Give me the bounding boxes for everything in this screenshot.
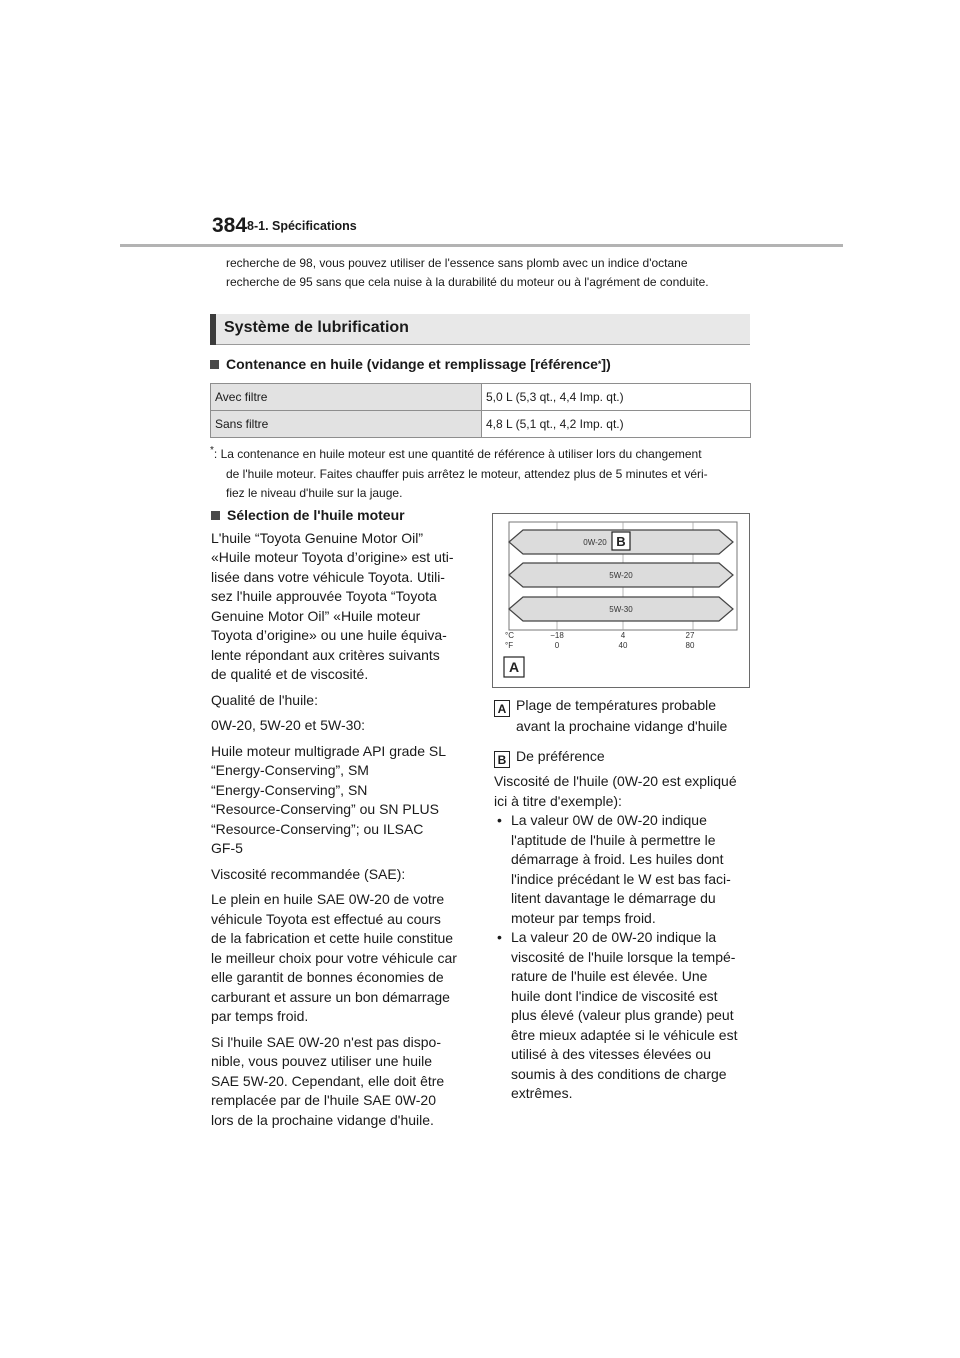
capacity-heading	[210, 356, 611, 372]
line: Viscosité recommandée (SAE):	[211, 865, 406, 882]
square-bullet-icon	[210, 360, 219, 369]
table-row	[211, 411, 751, 438]
intro-line: recherche de 95 sans que cela nuise à la durabilité du moteur ou à l'agrément de conduite.	[226, 275, 709, 289]
viscosity-temperature-figure	[492, 513, 750, 688]
line: “Resource-Conserving”; ou ILSAC	[211, 820, 424, 837]
list-item	[494, 811, 752, 928]
tick-label-c: −18	[550, 631, 564, 640]
tick-label-f: 0	[554, 641, 560, 650]
marker-b-label: B	[616, 534, 626, 549]
legend-a-line: Plage de températures probable	[516, 697, 717, 713]
line: Toyota d’origine» ou une huile équiva-	[211, 627, 447, 643]
square-bullet-icon	[211, 511, 220, 520]
tick-label-c: 27	[685, 631, 695, 640]
capacity-heading-text: Contenance en huile (vidange et remplissage [référence	[226, 356, 598, 372]
line: ici à titre d'exemple):	[494, 792, 622, 809]
section-title-bar	[210, 314, 750, 345]
line: Huile moteur multigrade API grade SL	[211, 742, 447, 759]
tick-label-f: 80	[685, 641, 695, 650]
page-number: 384	[212, 214, 248, 237]
legend-b	[494, 747, 752, 768]
line: l'indice précédant le W est bas faci-	[511, 870, 731, 887]
section-accent	[210, 314, 216, 345]
paragraph	[211, 1033, 469, 1131]
capacity-footnote	[210, 441, 750, 504]
footnote-line: : La contenance en huile moteur est une quantité de référence à utiliser lors du changement	[213, 447, 702, 461]
line: l'aptitude de l'huile à permettre le	[511, 831, 716, 848]
line: Genuine Motor Oil” «Huile moteur	[211, 607, 421, 624]
unit-fahrenheit: °F	[505, 641, 514, 650]
paragraph	[211, 865, 469, 885]
line: lente répondant aux critères suivants	[211, 646, 440, 663]
selection-heading-text: Sélection de l'huile moteur	[227, 507, 405, 523]
line: nible, vous pouvez utiliser une huile	[211, 1053, 433, 1069]
arrow-label: 5W-30	[609, 605, 633, 614]
line: La valeur 20 de 0W-20 indique la	[511, 929, 717, 945]
line: démarrage à froid. Les huiles dont	[511, 851, 724, 867]
paragraph	[211, 716, 469, 736]
line: extrêmes.	[511, 1085, 573, 1101]
line: lisée dans votre véhicule Toyota. Utili-	[211, 568, 445, 585]
legend-a-marker: A	[494, 700, 510, 717]
line: “Energy-Conserving”, SN	[211, 781, 368, 798]
line: le meilleur choix pour votre véhicule car	[211, 949, 457, 966]
oil-selection-column	[211, 506, 469, 1136]
arrow-label: 5W-20	[609, 571, 633, 580]
line: être mieux adaptée si le véhicule est	[511, 1026, 738, 1043]
paragraph	[211, 890, 469, 1027]
line: sez l'huile approuvée Toyota “Toyota	[211, 588, 437, 604]
table-cell-label: Sans filtre	[211, 411, 482, 438]
line: 0W-20, 5W-20 et 5W-30:	[211, 717, 366, 733]
intro-line: recherche de 98, vous pouvez utiliser de l'essence sans plomb avec un indice d'octane	[226, 256, 688, 270]
line: utilisé à des vitesses élevées ou	[511, 1046, 711, 1062]
line: Le plein en huile SAE 0W-20 de votre	[211, 891, 445, 907]
line: GF-5	[211, 840, 243, 856]
oil-capacity-table	[210, 383, 751, 438]
legend-a-line: avant la prochaine vidange d'huile	[516, 718, 728, 734]
line: moteur par temps froid.	[511, 909, 656, 926]
line: litent davantage le démarrage du	[511, 890, 716, 906]
intro-text	[226, 254, 766, 292]
section-title: Système de lubrification	[224, 319, 409, 336]
line: Qualité de l'huile:	[211, 691, 318, 708]
line: véhicule Toyota est effectué au cours	[211, 910, 441, 927]
arrow-label: 0W-20	[583, 538, 607, 547]
line: remplacée par de l'huile SAE 0W-20	[211, 1092, 436, 1108]
paragraph	[211, 529, 469, 685]
footnote-line: de l'huile moteur. Faites chauffer puis arrêtez le moteur, attendez plus de 5 minutes et véri-	[226, 466, 708, 481]
table-cell-value: 4,8 L (5,1 qt., 4,2 Imp. qt.)	[482, 411, 751, 438]
legend-b-text: De préférence	[516, 748, 605, 764]
viscosity-diagram	[493, 514, 749, 687]
legend-a	[494, 696, 752, 737]
unit-celsius: °C	[505, 631, 514, 640]
line: Viscosité de l'huile (0W-20 est expliqué	[494, 773, 737, 789]
footnote-mark: *	[210, 445, 214, 456]
legend-b-marker: B	[494, 751, 510, 768]
line: SAE 5W-20. Cependant, elle doit être	[211, 1072, 445, 1089]
line: de qualité et de viscosité.	[211, 666, 369, 682]
header-divider	[120, 244, 843, 247]
line: La valeur 0W de 0W-20 indique	[511, 812, 707, 828]
line: huile dont l'indice de viscosité est	[511, 987, 718, 1004]
tick-label-f: 40	[618, 641, 628, 650]
line: «Huile moteur Toyota d’origine» est uti-	[211, 549, 454, 565]
viscosity-bullets	[494, 811, 752, 1104]
line: Si l'huile SAE 0W-20 n'est pas dispo-	[211, 1033, 441, 1050]
line: elle garantit de bonnes économies de	[211, 969, 444, 985]
footnote-line: fiez le niveau d'huile sur la jauge.	[226, 486, 403, 500]
paragraph	[211, 742, 469, 859]
paragraph	[211, 691, 469, 711]
line: de la fabrication et cette huile constitue	[211, 930, 454, 946]
line: “Resource-Conserving” ou SN PLUS	[211, 801, 439, 817]
section-reference: 8-1. Spécifications	[247, 219, 357, 233]
list-item	[494, 928, 752, 1104]
table-cell-value: 5,0 L (5,3 qt., 4,4 Imp. qt.)	[482, 384, 751, 411]
capacity-heading-asterisk: *	[597, 359, 602, 369]
line: rature de l'huile est élevée. Une	[511, 968, 708, 984]
selection-heading	[211, 506, 469, 526]
line: plus élevé (valeur plus grande) peut	[511, 1007, 734, 1023]
line: par temps froid.	[211, 1008, 309, 1024]
line: soumis à des conditions de charge	[511, 1065, 727, 1082]
table-row	[211, 384, 751, 411]
line: carburant et assure un bon démarrage	[211, 988, 450, 1005]
line: L'huile “Toyota Genuine Motor Oil”	[211, 529, 423, 546]
tick-label-c: 4	[620, 631, 626, 640]
capacity-heading-end: ])	[601, 356, 611, 372]
table-cell-label: Avec filtre	[211, 384, 482, 411]
line: “Energy-Conserving”, SM	[211, 762, 369, 778]
marker-a-label: A	[508, 659, 520, 675]
paragraph	[494, 772, 752, 811]
line: viscosité de l'huile lorsque la tempé-	[511, 948, 736, 965]
viscosity-explanation	[494, 772, 752, 1104]
line: lors de la prochaine vidange d'huile.	[211, 1111, 434, 1128]
